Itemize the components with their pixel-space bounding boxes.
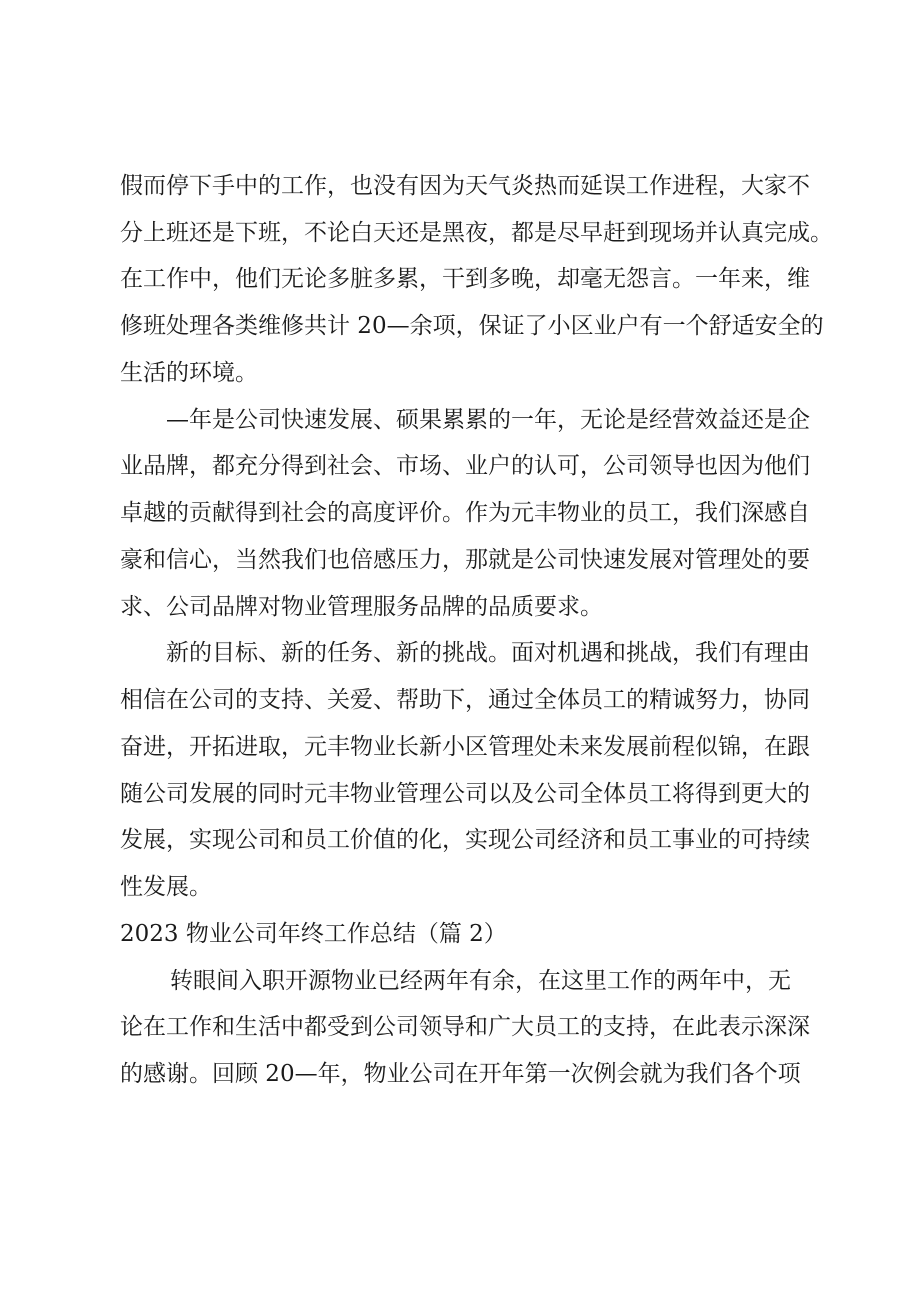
paragraph-line: 相信在公司的支持、关爱、帮助下，通过全体员工的精诚努力，协同 [120, 687, 810, 713]
paragraph-line: 卓越的贡献得到社会的高度评价。作为元丰物业的员工，我们深感自 [120, 500, 810, 526]
paragraph-line: 发展，实现公司和员工价值的化，实现公司经济和员工事业的可持续 [120, 827, 810, 853]
paragraph-line: 性发展。 [120, 874, 212, 900]
paragraph-line: 分上班还是下班，不论白天还是黑夜，都是尽早赶到现场并认真完成。 [120, 220, 833, 246]
paragraph-line: 豪和信心，当然我们也倍感压力，那就是公司快速发展对管理处的要 [120, 547, 810, 573]
paragraph-line: 在工作中，他们无论多脏多累，干到多晚，却毫无怨言。一年来，维 [120, 266, 810, 292]
paragraph-line: —年是公司快速发展、硕果累累的一年，无论是经营效益还是企 [166, 407, 810, 433]
paragraph-line: 的感谢。回顾 20—年，物业公司在开年第一次例会就为我们各个项 [120, 1061, 801, 1087]
paragraph-line: 随公司发展的同时元丰物业管理公司以及公司全体员工将得到更大的 [120, 781, 810, 807]
paragraph-line: 奋进，开拓进取，元丰物业长新小区管理处未来发展前程似锦，在跟 [120, 734, 810, 760]
paragraph-line: 生活的环境。 [120, 360, 258, 386]
paragraph-line: 修班处理各类维修共计 20—余项，保证了小区业户有一个舒适安全的 [120, 313, 824, 339]
paragraph-line: 业品牌，都充分得到社会、市场、业户的认可，公司领导也因为他们 [120, 453, 810, 479]
paragraph-line: 转眼间入职开源物业已经两年有余，在这里工作的两年中，无 [170, 968, 791, 994]
paragraph-line: 假而停下手中的工作，也没有因为天气炎热而延误工作进程，大家不 [120, 173, 810, 199]
paragraph-line: 论在工作和生活中都受到公司领导和广大员工的支持，在此表示深深 [120, 1014, 810, 1040]
paragraph-line: 求、公司品牌对物业管理服务品牌的品质要求。 [120, 594, 603, 620]
paragraph-line: 新的目标、新的任务、新的挑战。面对机遇和挑战，我们有理由 [166, 640, 810, 666]
section-heading: 2023 物业公司年终工作总结（篇 2） [120, 921, 507, 947]
